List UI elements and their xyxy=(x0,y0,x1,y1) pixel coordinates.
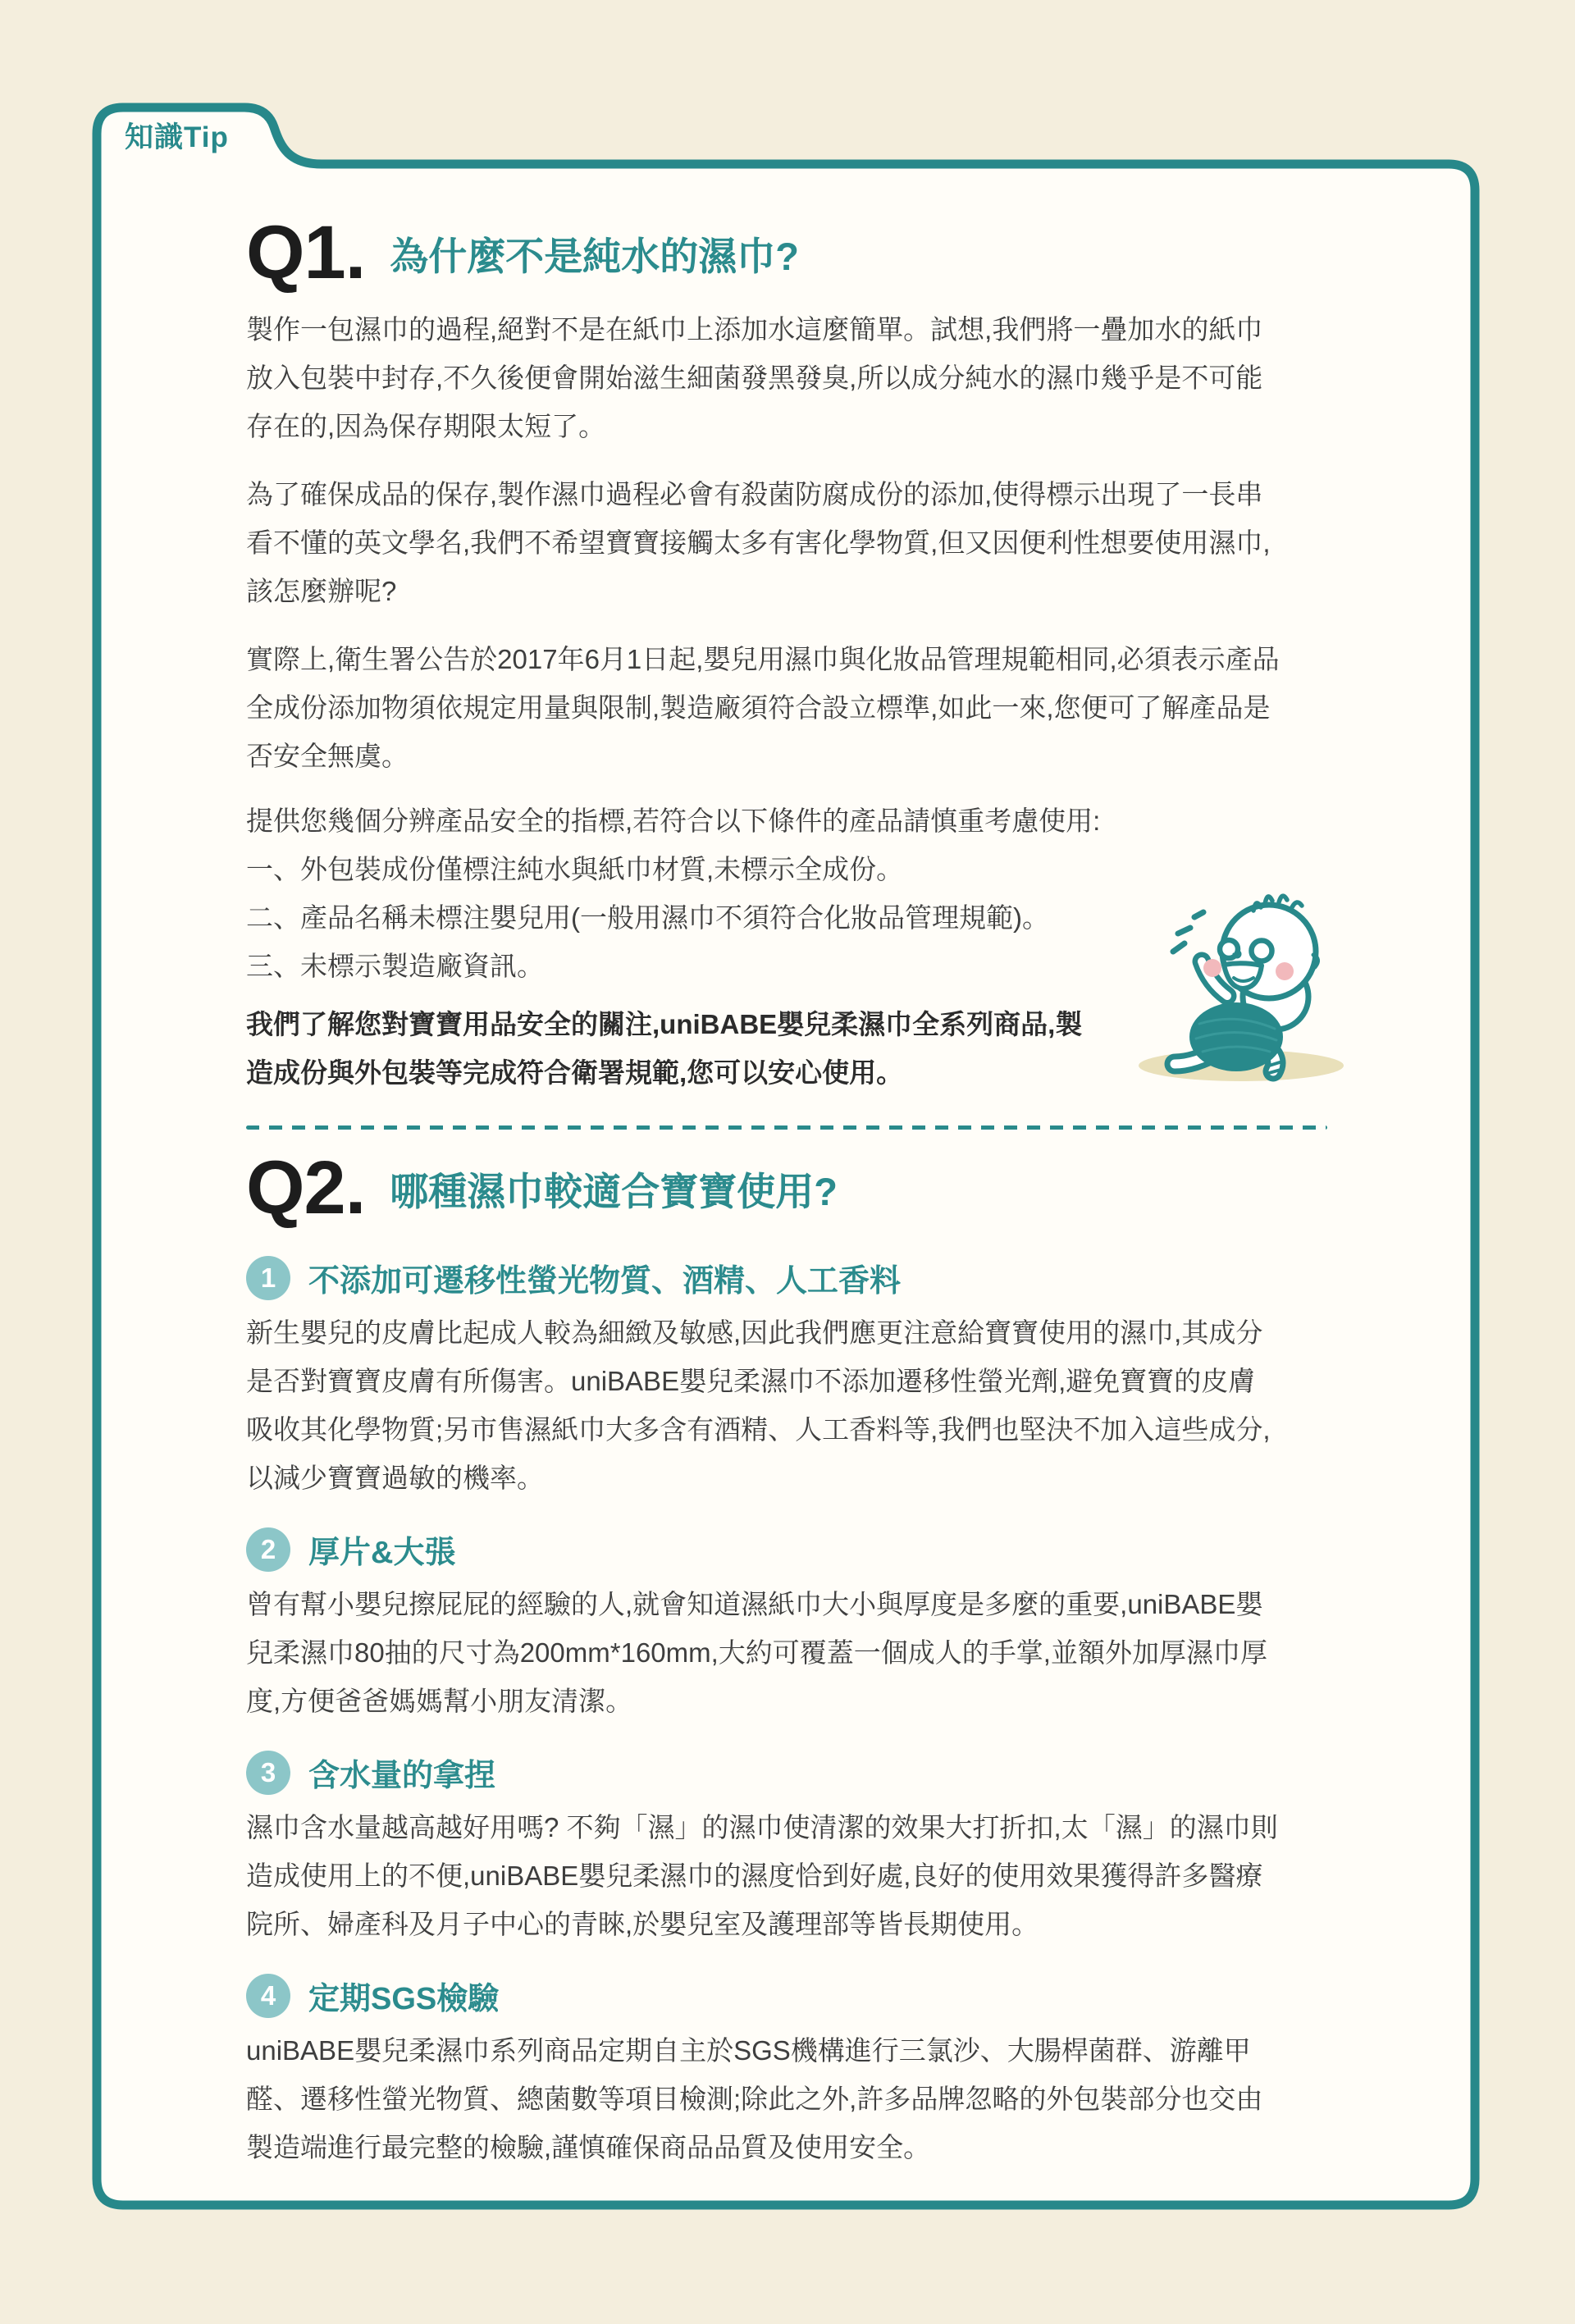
q1-list-item: 一、外包裝成份僅標注純水與紙巾材質,未標示全成份。 xyxy=(246,854,904,885)
q1-paragraph: 為了確保成品的保存,製作濕巾過程必會有殺菌防腐成份的添加,使得標示出現了一長串看不懂的英文學名,我們不希望寶寶接觸太多有害化學物質,但又因便利性想要使用濕巾,該怎麼辦呢? xyxy=(246,479,1271,607)
baby-illustration xyxy=(1130,876,1347,1083)
q1-paragraph: 製作一包濕巾的過程,絕對不是在紙巾上添加水這麼簡單。試想,我們將一疊加水的紙巾放入包裝中封存,不久後便會開始滋生細菌發黑發臭,所以成分純水的濕巾幾乎是不可能存在的,因為保存期限太短了。 xyxy=(246,314,1263,442)
point-3-body: 濕巾含水量越高越好用嗎? 不夠「濕」的濕巾使清潔的效果大打折扣,太「濕」的濕巾則造成使用上的不便,uniBABE嬰兒柔濕巾的濕度恰到好處,良好的使用效果獲得許多醫療院所、婦產科及月子中心的青睞,於嬰兒室及護理部等皆長期使用。 xyxy=(246,1812,1278,1940)
q2-section xyxy=(246,1146,1281,2171)
q2-header xyxy=(246,1146,1281,1230)
q2-point-1 xyxy=(246,1255,1281,1502)
point-3-heading: 含水量的拿捏 xyxy=(308,1759,496,1794)
q1-number: Q1. xyxy=(246,211,366,294)
point-4-body: uniBABE嬰兒柔濕巾系列商品定期自主於SGS機構進行三氯沙、大腸桿菌群、游離甲醛、遷移性螢光物質、總菌數等項目檢測;除此之外,許多品牌忽略的外包裝部分也交由製造端進行最完整的檢驗,謹慎確保商品品質及使用安全。 xyxy=(246,2035,1263,2163)
q1-list-item: 三、未標示製造廠資訊。 xyxy=(246,951,544,982)
q2-number: Q2. xyxy=(246,1146,366,1230)
point-4-badge: 4 xyxy=(246,1974,290,2018)
q1-paragraph: 實際上,衛生署公告於2017年6月1日起,嬰兒用濕巾與化妝品管理規範相同,必須表示產品全成份添加物須依規定用量與限制,製造廠須符合設立標準,如此一來,您便可了解產品是否安全無虞。 xyxy=(246,644,1280,772)
q2-point-4 xyxy=(246,1973,1281,2171)
q1-list-intro: 提供您幾個分辨產品安全的指標,若符合以下條件的產品請慎重考慮使用: xyxy=(246,806,1101,837)
q2-title: 哪種濕巾較適合寶寶使用? xyxy=(390,1170,838,1214)
q1-list-item: 二、產品名稱未標注嬰兒用(一般用濕巾不須符合化妝品管理規範)。 xyxy=(246,902,1049,934)
point-2-body: 曾有幫小嬰兒擦屁屁的經驗的人,就會知道濕紙巾大小與厚度是多麼的重要,uniBABE嬰兒柔濕巾80抽的尺寸為200mm*160mm,大約可覆蓋一個成人的手掌,並額外加厚濕巾厚度,方便爸爸媽媽幫小朋友清潔。 xyxy=(246,1589,1267,1717)
q1-title: 為什麼不是純水的濕巾? xyxy=(390,235,800,279)
q1-emphasis: 我們了解您對寶寶用品安全的關注,uniBABE嬰兒柔濕巾全系列商品,製造成份與外包裝等完成符合衛署規範,您可以安心使用。 xyxy=(246,1009,1083,1089)
q2-point-2 xyxy=(246,1527,1281,1725)
point-3-badge: 3 xyxy=(246,1751,290,1795)
q1-section xyxy=(246,211,1281,1097)
point-2-badge: 2 xyxy=(246,1527,290,1572)
q2-point-2-header xyxy=(246,1527,1281,1572)
point-1-heading: 不添加可遷移性螢光物質、酒精、人工香料 xyxy=(308,1264,902,1299)
point-1-body: 新生嬰兒的皮膚比起成人較為細緻及敏感,因此我們應更注意給寶寶使用的濕巾,其成分是否對寶寶皮膚有所傷害。uniBABE嬰兒柔濕巾不添加遷移性螢光劑,避免寶寶的皮膚吸收其化學物質;另市售濕紙巾大多含有酒精、人工香料等,我們也堅決不加入這些成分,以減少寶寶過敏的機率。 xyxy=(246,1317,1271,1494)
q2-point-3 xyxy=(246,1750,1281,1948)
section-divider xyxy=(246,1125,1327,1130)
point-4-heading: 定期SGS檢驗 xyxy=(308,1982,500,2017)
q1-header xyxy=(246,211,1281,294)
q2-point-4-header xyxy=(246,1973,1281,2018)
point-2-heading: 厚片&大張 xyxy=(308,1536,456,1571)
q2-point-3-header xyxy=(246,1750,1281,1795)
point-1-badge: 1 xyxy=(246,1256,290,1300)
q1-checklist xyxy=(246,797,1281,990)
tab-label: 知識Tip xyxy=(125,121,229,153)
q2-point-1-header xyxy=(246,1255,1281,1300)
